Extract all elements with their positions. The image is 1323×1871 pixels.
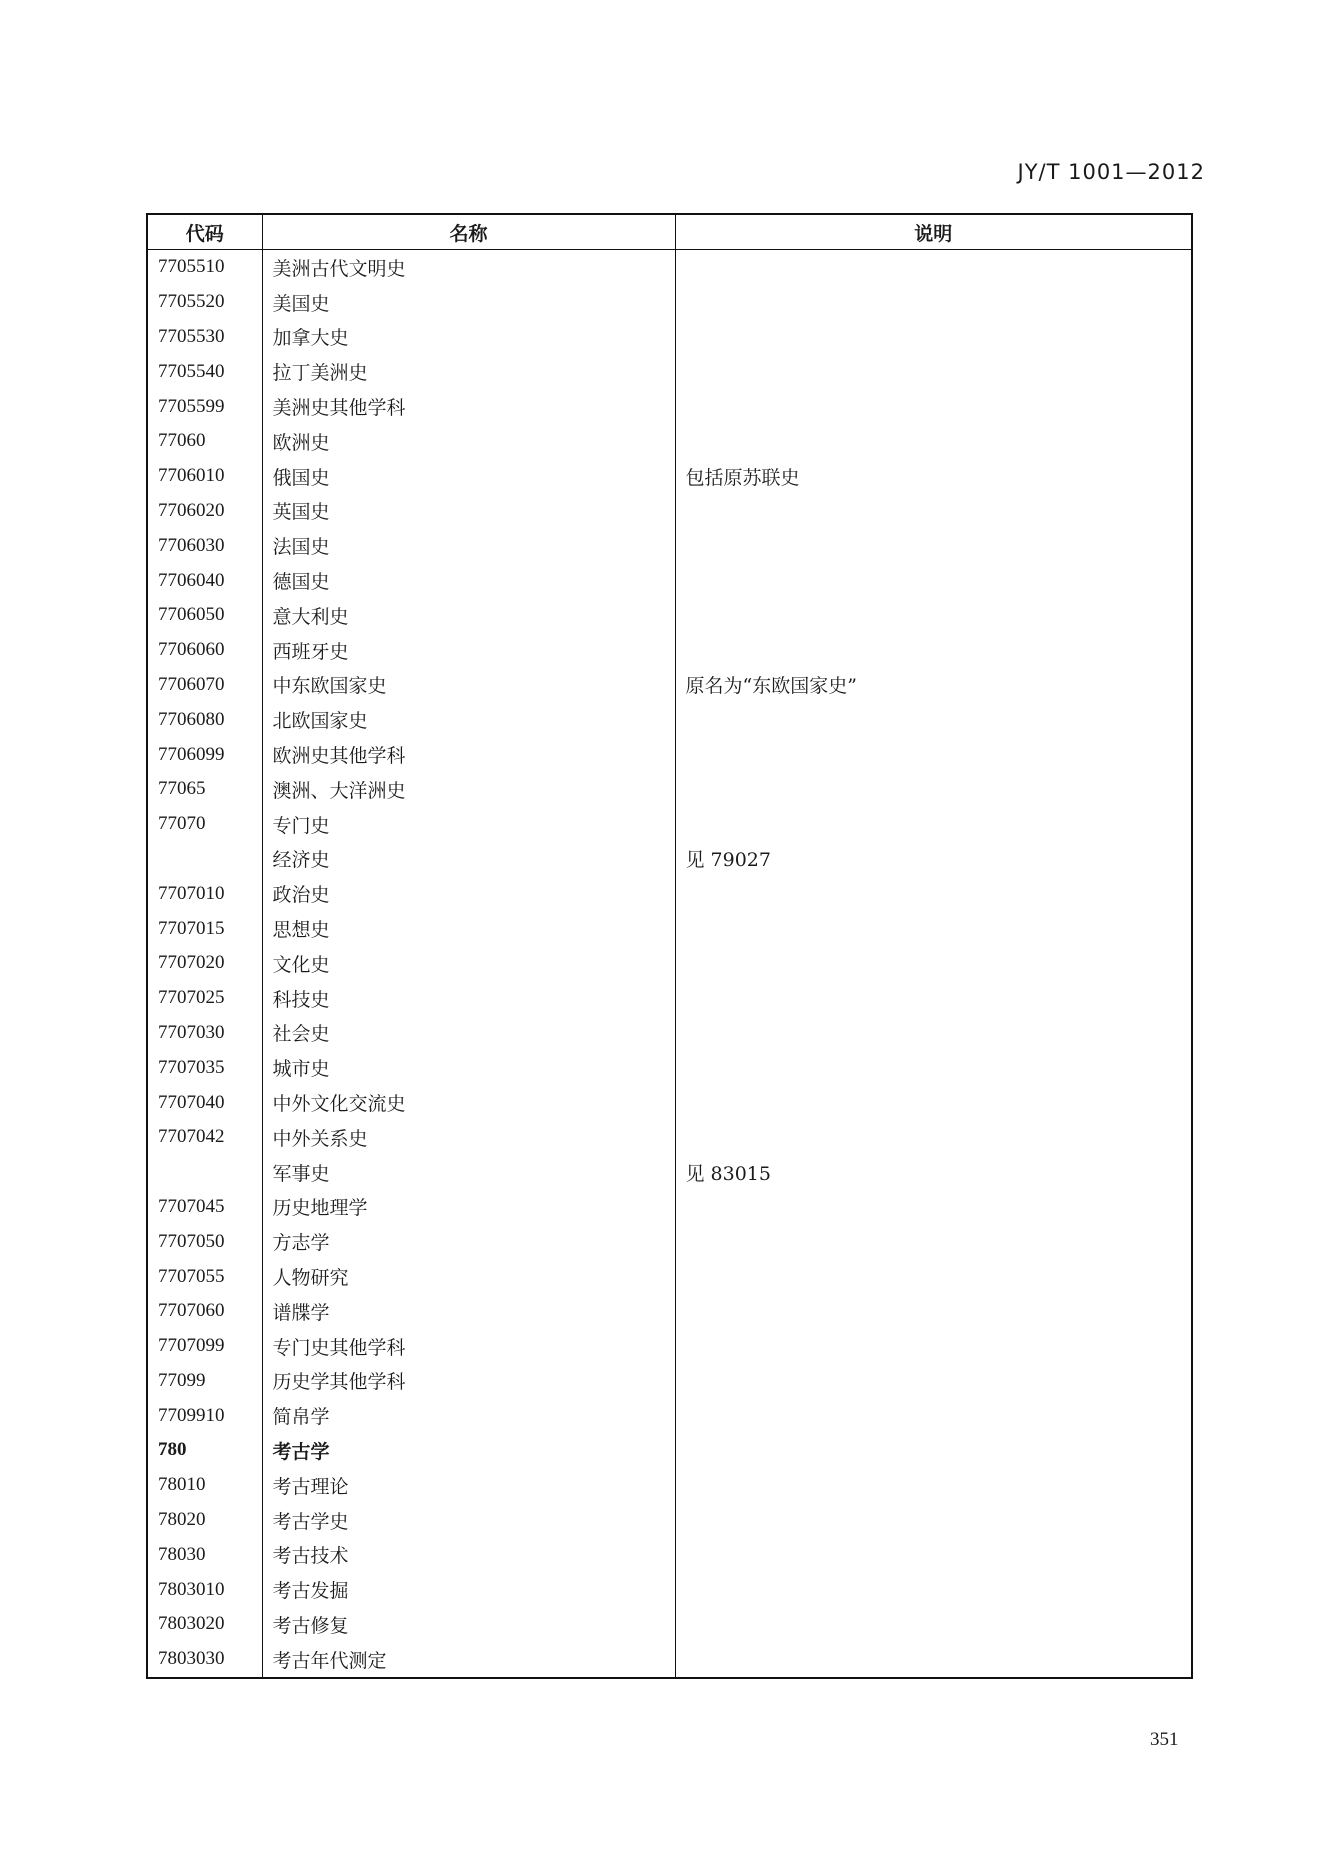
table-row <box>147 772 1192 807</box>
code-cell: 7803030 <box>147 1642 262 1678</box>
name-cell: 社会史 <box>262 1016 675 1051</box>
note-cell <box>675 807 1192 842</box>
name-cell: 简帛学 <box>262 1398 675 1433</box>
name-cell: 政治史 <box>262 876 675 911</box>
code-cell: 78030 <box>147 1537 262 1572</box>
name-cell: 人物研究 <box>262 1259 675 1294</box>
table-row <box>147 1607 1192 1642</box>
discipline-code-table <box>146 213 1193 1679</box>
note-cell: 包括原苏联史 <box>675 459 1192 494</box>
code-cell: 7707010 <box>147 876 262 911</box>
table-row <box>147 528 1192 563</box>
name-cell: 经济史 <box>262 842 675 877</box>
note-cell <box>675 1224 1192 1259</box>
name-cell: 谱牒学 <box>262 1294 675 1329</box>
name-cell: 欧洲史 <box>262 424 675 459</box>
page-number: 351 <box>1150 1729 1179 1750</box>
name-cell: 中外文化交流史 <box>262 1085 675 1120</box>
table-row <box>147 1537 1192 1572</box>
note-cell <box>675 1433 1192 1468</box>
table-row <box>147 1155 1192 1190</box>
note-cell: 见 83015 <box>675 1155 1192 1190</box>
table-row <box>147 1120 1192 1155</box>
code-cell: 7706099 <box>147 737 262 772</box>
name-cell: 法国史 <box>262 528 675 563</box>
name-cell: 专门史其他学科 <box>262 1329 675 1364</box>
note-cell <box>675 1120 1192 1155</box>
table-row <box>147 1016 1192 1051</box>
column-header-note: 说明 <box>675 214 1192 250</box>
table-body <box>147 250 1192 1678</box>
note-cell: 原名为“东欧国家史” <box>675 668 1192 703</box>
table-row <box>147 250 1192 285</box>
note-cell <box>675 1329 1192 1364</box>
code-cell <box>147 842 262 877</box>
name-cell: 考古学史 <box>262 1503 675 1538</box>
name-cell: 德国史 <box>262 563 675 598</box>
note-cell <box>675 876 1192 911</box>
note-cell <box>675 737 1192 772</box>
code-cell: 7707045 <box>147 1190 262 1225</box>
name-cell: 科技史 <box>262 981 675 1016</box>
note-cell <box>675 1537 1192 1572</box>
code-cell: 7707040 <box>147 1085 262 1120</box>
table-row <box>147 668 1192 703</box>
code-cell: 7707060 <box>147 1294 262 1329</box>
code-cell: 77065 <box>147 772 262 807</box>
code-cell: 7707050 <box>147 1224 262 1259</box>
note-cell <box>675 981 1192 1016</box>
name-cell: 考古理论 <box>262 1468 675 1503</box>
table-row <box>147 1364 1192 1399</box>
code-cell: 78020 <box>147 1503 262 1538</box>
code-cell: 7705520 <box>147 285 262 320</box>
table-row <box>147 946 1192 981</box>
name-cell: 美洲史其他学科 <box>262 389 675 424</box>
code-cell: 780 <box>147 1433 262 1468</box>
note-cell <box>675 1190 1192 1225</box>
table-header-row <box>147 214 1192 250</box>
note-cell <box>675 528 1192 563</box>
name-cell: 俄国史 <box>262 459 675 494</box>
note-cell <box>675 702 1192 737</box>
note-cell: 见 79027 <box>675 842 1192 877</box>
standard-number: JY/T 1001—2012 <box>1017 160 1205 184</box>
note-cell <box>675 1085 1192 1120</box>
table-row <box>147 911 1192 946</box>
table-row <box>147 1433 1192 1468</box>
table-row <box>147 737 1192 772</box>
name-cell: 澳洲、大洋洲史 <box>262 772 675 807</box>
code-cell: 7706080 <box>147 702 262 737</box>
table-row <box>147 1503 1192 1538</box>
code-cell: 7803020 <box>147 1607 262 1642</box>
note-cell <box>675 1468 1192 1503</box>
note-cell <box>675 285 1192 320</box>
table-row <box>147 389 1192 424</box>
name-cell: 英国史 <box>262 494 675 529</box>
note-cell <box>675 494 1192 529</box>
code-cell: 7709910 <box>147 1398 262 1433</box>
code-cell: 7705510 <box>147 250 262 285</box>
note-cell <box>675 772 1192 807</box>
name-cell: 拉丁美洲史 <box>262 354 675 389</box>
table-row <box>147 459 1192 494</box>
code-cell: 77060 <box>147 424 262 459</box>
code-cell: 7705530 <box>147 320 262 355</box>
note-cell <box>675 563 1192 598</box>
table-row <box>147 1050 1192 1085</box>
note-cell <box>675 389 1192 424</box>
table-row <box>147 633 1192 668</box>
note-cell <box>675 1398 1192 1433</box>
table-row <box>147 598 1192 633</box>
table-row <box>147 1329 1192 1364</box>
name-cell: 方志学 <box>262 1224 675 1259</box>
code-cell: 7706060 <box>147 633 262 668</box>
code-cell: 7706030 <box>147 528 262 563</box>
name-cell: 考古学 <box>262 1433 675 1468</box>
code-cell <box>147 1155 262 1190</box>
name-cell: 军事史 <box>262 1155 675 1190</box>
table-row <box>147 424 1192 459</box>
code-cell: 7706070 <box>147 668 262 703</box>
column-header-name: 名称 <box>262 214 675 250</box>
note-cell <box>675 424 1192 459</box>
table-row <box>147 1468 1192 1503</box>
code-cell: 7706010 <box>147 459 262 494</box>
note-cell <box>675 1607 1192 1642</box>
code-cell: 7707025 <box>147 981 262 1016</box>
code-cell: 77099 <box>147 1364 262 1399</box>
note-cell <box>675 598 1192 633</box>
note-cell <box>675 1016 1192 1051</box>
code-cell: 7706050 <box>147 598 262 633</box>
table-row <box>147 494 1192 529</box>
name-cell: 西班牙史 <box>262 633 675 668</box>
note-cell <box>675 1364 1192 1399</box>
name-cell: 历史学其他学科 <box>262 1364 675 1399</box>
note-cell <box>675 1572 1192 1607</box>
code-cell: 7707020 <box>147 946 262 981</box>
table-row <box>147 1085 1192 1120</box>
table-row <box>147 1224 1192 1259</box>
code-cell: 7706020 <box>147 494 262 529</box>
note-cell <box>675 1259 1192 1294</box>
table-row <box>147 1642 1192 1678</box>
name-cell: 北欧国家史 <box>262 702 675 737</box>
code-cell: 7803010 <box>147 1572 262 1607</box>
table-row <box>147 842 1192 877</box>
name-cell: 中外关系史 <box>262 1120 675 1155</box>
note-cell <box>675 911 1192 946</box>
code-cell: 77070 <box>147 807 262 842</box>
note-cell <box>675 250 1192 285</box>
table-row <box>147 1294 1192 1329</box>
code-cell: 7707015 <box>147 911 262 946</box>
name-cell: 加拿大史 <box>262 320 675 355</box>
name-cell: 思想史 <box>262 911 675 946</box>
column-header-code: 代码 <box>147 214 262 250</box>
code-cell: 78010 <box>147 1468 262 1503</box>
table-row <box>147 354 1192 389</box>
name-cell: 美国史 <box>262 285 675 320</box>
code-cell: 7707042 <box>147 1120 262 1155</box>
table-row <box>147 702 1192 737</box>
name-cell: 考古年代测定 <box>262 1642 675 1678</box>
table-row <box>147 320 1192 355</box>
name-cell: 中东欧国家史 <box>262 668 675 703</box>
table-row <box>147 981 1192 1016</box>
note-cell <box>675 1294 1192 1329</box>
name-cell: 考古技术 <box>262 1537 675 1572</box>
code-cell: 7705540 <box>147 354 262 389</box>
table-row <box>147 807 1192 842</box>
table-row <box>147 1190 1192 1225</box>
table-row <box>147 1398 1192 1433</box>
table-row <box>147 285 1192 320</box>
code-cell: 7705599 <box>147 389 262 424</box>
name-cell: 考古发掘 <box>262 1572 675 1607</box>
name-cell: 历史地理学 <box>262 1190 675 1225</box>
name-cell: 意大利史 <box>262 598 675 633</box>
code-cell: 7706040 <box>147 563 262 598</box>
table-row <box>147 563 1192 598</box>
note-cell <box>675 946 1192 981</box>
table-row <box>147 876 1192 911</box>
table-row <box>147 1259 1192 1294</box>
note-cell <box>675 1642 1192 1678</box>
note-cell <box>675 633 1192 668</box>
note-cell <box>675 1503 1192 1538</box>
note-cell <box>675 354 1192 389</box>
table-row <box>147 1572 1192 1607</box>
name-cell: 专门史 <box>262 807 675 842</box>
name-cell: 城市史 <box>262 1050 675 1085</box>
name-cell: 考古修复 <box>262 1607 675 1642</box>
name-cell: 美洲古代文明史 <box>262 250 675 285</box>
code-cell: 7707035 <box>147 1050 262 1085</box>
note-cell <box>675 320 1192 355</box>
code-cell: 7707055 <box>147 1259 262 1294</box>
note-cell <box>675 1050 1192 1085</box>
name-cell: 欧洲史其他学科 <box>262 737 675 772</box>
code-cell: 7707030 <box>147 1016 262 1051</box>
code-cell: 7707099 <box>147 1329 262 1364</box>
name-cell: 文化史 <box>262 946 675 981</box>
